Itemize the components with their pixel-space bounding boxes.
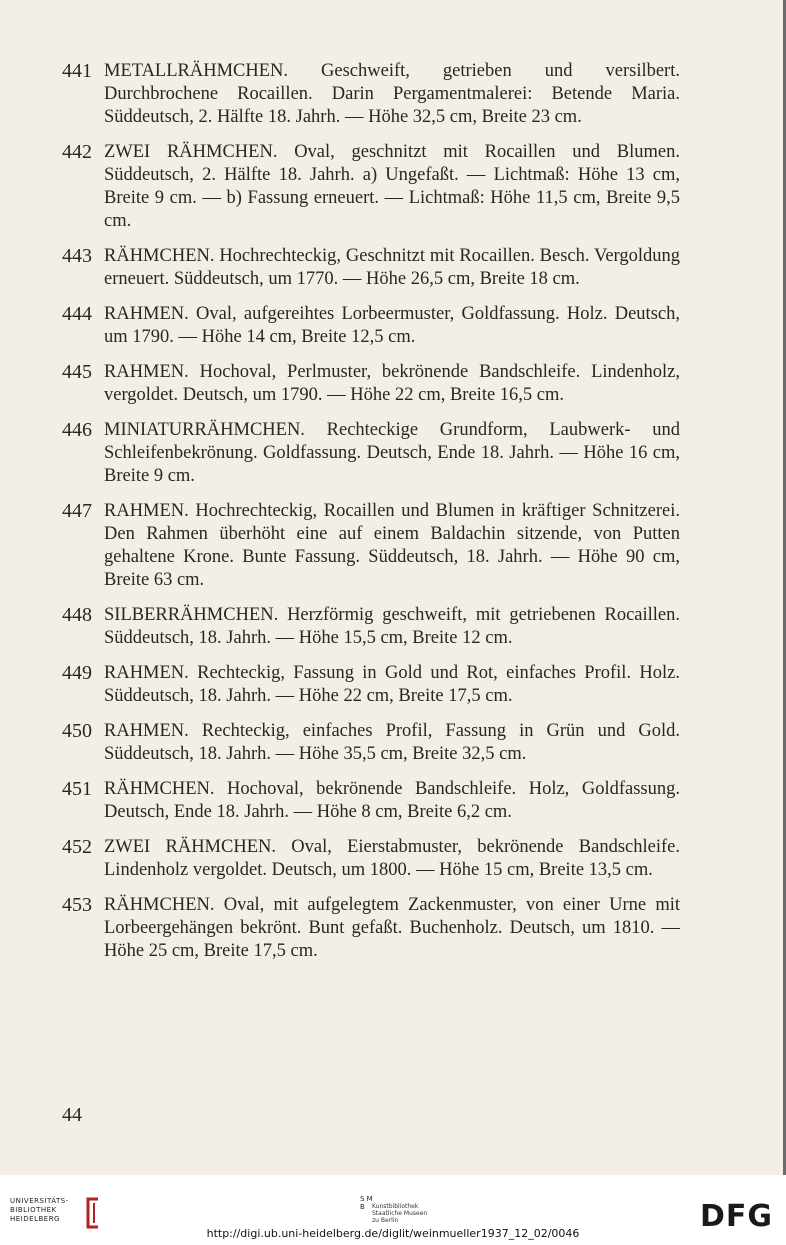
entry-number: 450 xyxy=(62,720,92,742)
dfg-logo[interactable]: DFG xyxy=(700,1199,774,1234)
entry-text: RAHMEN. Rechteckig, Fassung in Gold und Rot, einfaches Profil. Holz. Süddeutsch, 18. Jahrh. — Höhe 22 cm, Breite 17,5 cm. xyxy=(104,663,680,706)
entry-text: ZWEI RÄHMCHEN. Oval, Eierstabmuster, bekrönende Bandschleife. Lindenholz vergoldet. Deutsch, um 1800. — Höhe 15 cm, Breite 13,5 cm. xyxy=(104,837,680,880)
catalog-entry xyxy=(62,604,682,650)
catalog-entry xyxy=(62,245,682,291)
entry-text: RAHMEN. Rechteckig, einfaches Profil, Fassung in Grün und Gold. Süddeutsch, 18. Jahrh. — Höhe 35,5 cm, Breite 32,5 cm. xyxy=(104,721,680,764)
catalog-entry xyxy=(62,303,682,349)
entry-number: 443 xyxy=(62,245,92,267)
catalog-entry xyxy=(62,894,682,963)
entry-text: METALLRÄHMCHEN. Geschweift, getrieben und versilbert. Durchbrochene Rocaillen. Darin Pergamentmalerei: Betende Maria. Süddeutsch, 2. Hälfte 18. Jahrh. — Höhe 32,5 cm, Breite 23 cm. xyxy=(104,61,680,127)
entry-text: RAHMEN. Hochrechteckig, Rocaillen und Blumen in kräftiger Schnitzerei. Den Rahmen überhöht eine auf einem Baldachin sitzende, von Putten gehaltene Krone. Bunte Fassung. Süddeutsch, 18. Jahrh. — Höhe 90 cm, Breite 63 cm. xyxy=(104,501,680,590)
entry-number: 444 xyxy=(62,303,92,325)
catalog-entry xyxy=(62,500,682,592)
entry-text: RÄHMCHEN. Hochoval, bekrönende Bandschleife. Holz, Goldfassung. Deutsch, Ende 18. Jahrh. — Höhe 8 cm, Breite 6,2 cm. xyxy=(104,779,680,822)
catalog-entry xyxy=(62,720,682,766)
catalog-entry xyxy=(62,60,682,129)
entry-number: 451 xyxy=(62,778,92,800)
heidelberg-logo-icon xyxy=(82,1197,102,1231)
entry-number: 445 xyxy=(62,361,92,383)
entry-text: ZWEI RÄHMCHEN. Oval, geschnitzt mit Rocaillen und Blumen. Süddeutsch, 2. Hälfte 18. Jahrh. a) Ungefaßt. — Lichtmaß: Höhe 13 cm, Breite 9 cm. — b) Fassung erneuert. — Lichtmaß: Höhe 11,5 cm, Breite 9,5 cm. xyxy=(104,142,680,231)
entry-number: 446 xyxy=(62,419,92,441)
catalog-entry xyxy=(62,836,682,882)
catalog-entry xyxy=(62,778,682,824)
entry-number: 441 xyxy=(62,60,92,82)
museum-logo[interactable] xyxy=(360,1195,440,1224)
entry-text: RAHMEN. Hochoval, Perlmuster, bekrönende Bandschleife. Lindenholz, vergoldet. Deutsch, um 1790. — Höhe 22 cm, Breite 16,5 cm. xyxy=(104,362,680,405)
entry-number: 449 xyxy=(62,662,92,684)
entry-text: SILBERRÄHMCHEN. Herzförmig geschweift, mit getriebenen Rocaillen. Süddeutsch, 18. Jahrh. — Höhe 15,5 cm, Breite 12 cm. xyxy=(104,605,680,648)
page-number: 44 xyxy=(62,1104,82,1126)
entry-number: 452 xyxy=(62,836,92,858)
museum-name: Kunstbibliothek Staatliche Museen zu Berlin xyxy=(372,1203,428,1224)
catalog-entry xyxy=(62,419,682,488)
entry-text: RÄHMCHEN. Hochrechteckig, Geschnitzt mit Rocaillen. Besch. Vergoldung erneuert. Süddeutsch, um 1770. — Höhe 26,5 cm, Breite 18 cm. xyxy=(104,246,680,289)
digitization-footer xyxy=(0,1175,786,1245)
permalink-url[interactable]: http://digi.ub.uni-heidelberg.de/diglit/weinmueller1937_12_02/0046 xyxy=(206,1227,580,1240)
entry-number: 453 xyxy=(62,894,92,916)
entry-number: 447 xyxy=(62,500,92,522)
university-name: UNIVERSITÄTS- BIBLIOTHEK HEIDELBERG xyxy=(10,1197,69,1223)
catalog-entry xyxy=(62,361,682,407)
catalog-entry xyxy=(62,141,682,233)
entry-text: RAHMEN. Oval, aufgereihtes Lorbeermuster, Goldfassung. Holz. Deutsch, um 1790. — Höhe 14 cm, Breite 12,5 cm. xyxy=(104,304,680,347)
catalog-entry xyxy=(62,662,682,708)
catalog-entries xyxy=(62,60,682,975)
entry-number: 442 xyxy=(62,141,92,163)
museum-mark: S M B xyxy=(360,1195,373,1211)
entry-number: 448 xyxy=(62,604,92,626)
entry-text: MINIATURRÄHMCHEN. Rechteckige Grundform, Laubwerk- und Schleifenbekrönung. Goldfassung. Deutsch, Ende 18. Jahrh. — Höhe 16 cm, Breite 9 cm. xyxy=(104,420,680,486)
entry-text: RÄHMCHEN. Oval, mit aufgelegtem Zackenmuster, von einer Urne mit Lorbeergehängen bekrönt. Bunt gefaßt. Buchenholz. Deutsch, um 1810. — Höhe 25 cm, Breite 17,5 cm. xyxy=(104,895,680,961)
